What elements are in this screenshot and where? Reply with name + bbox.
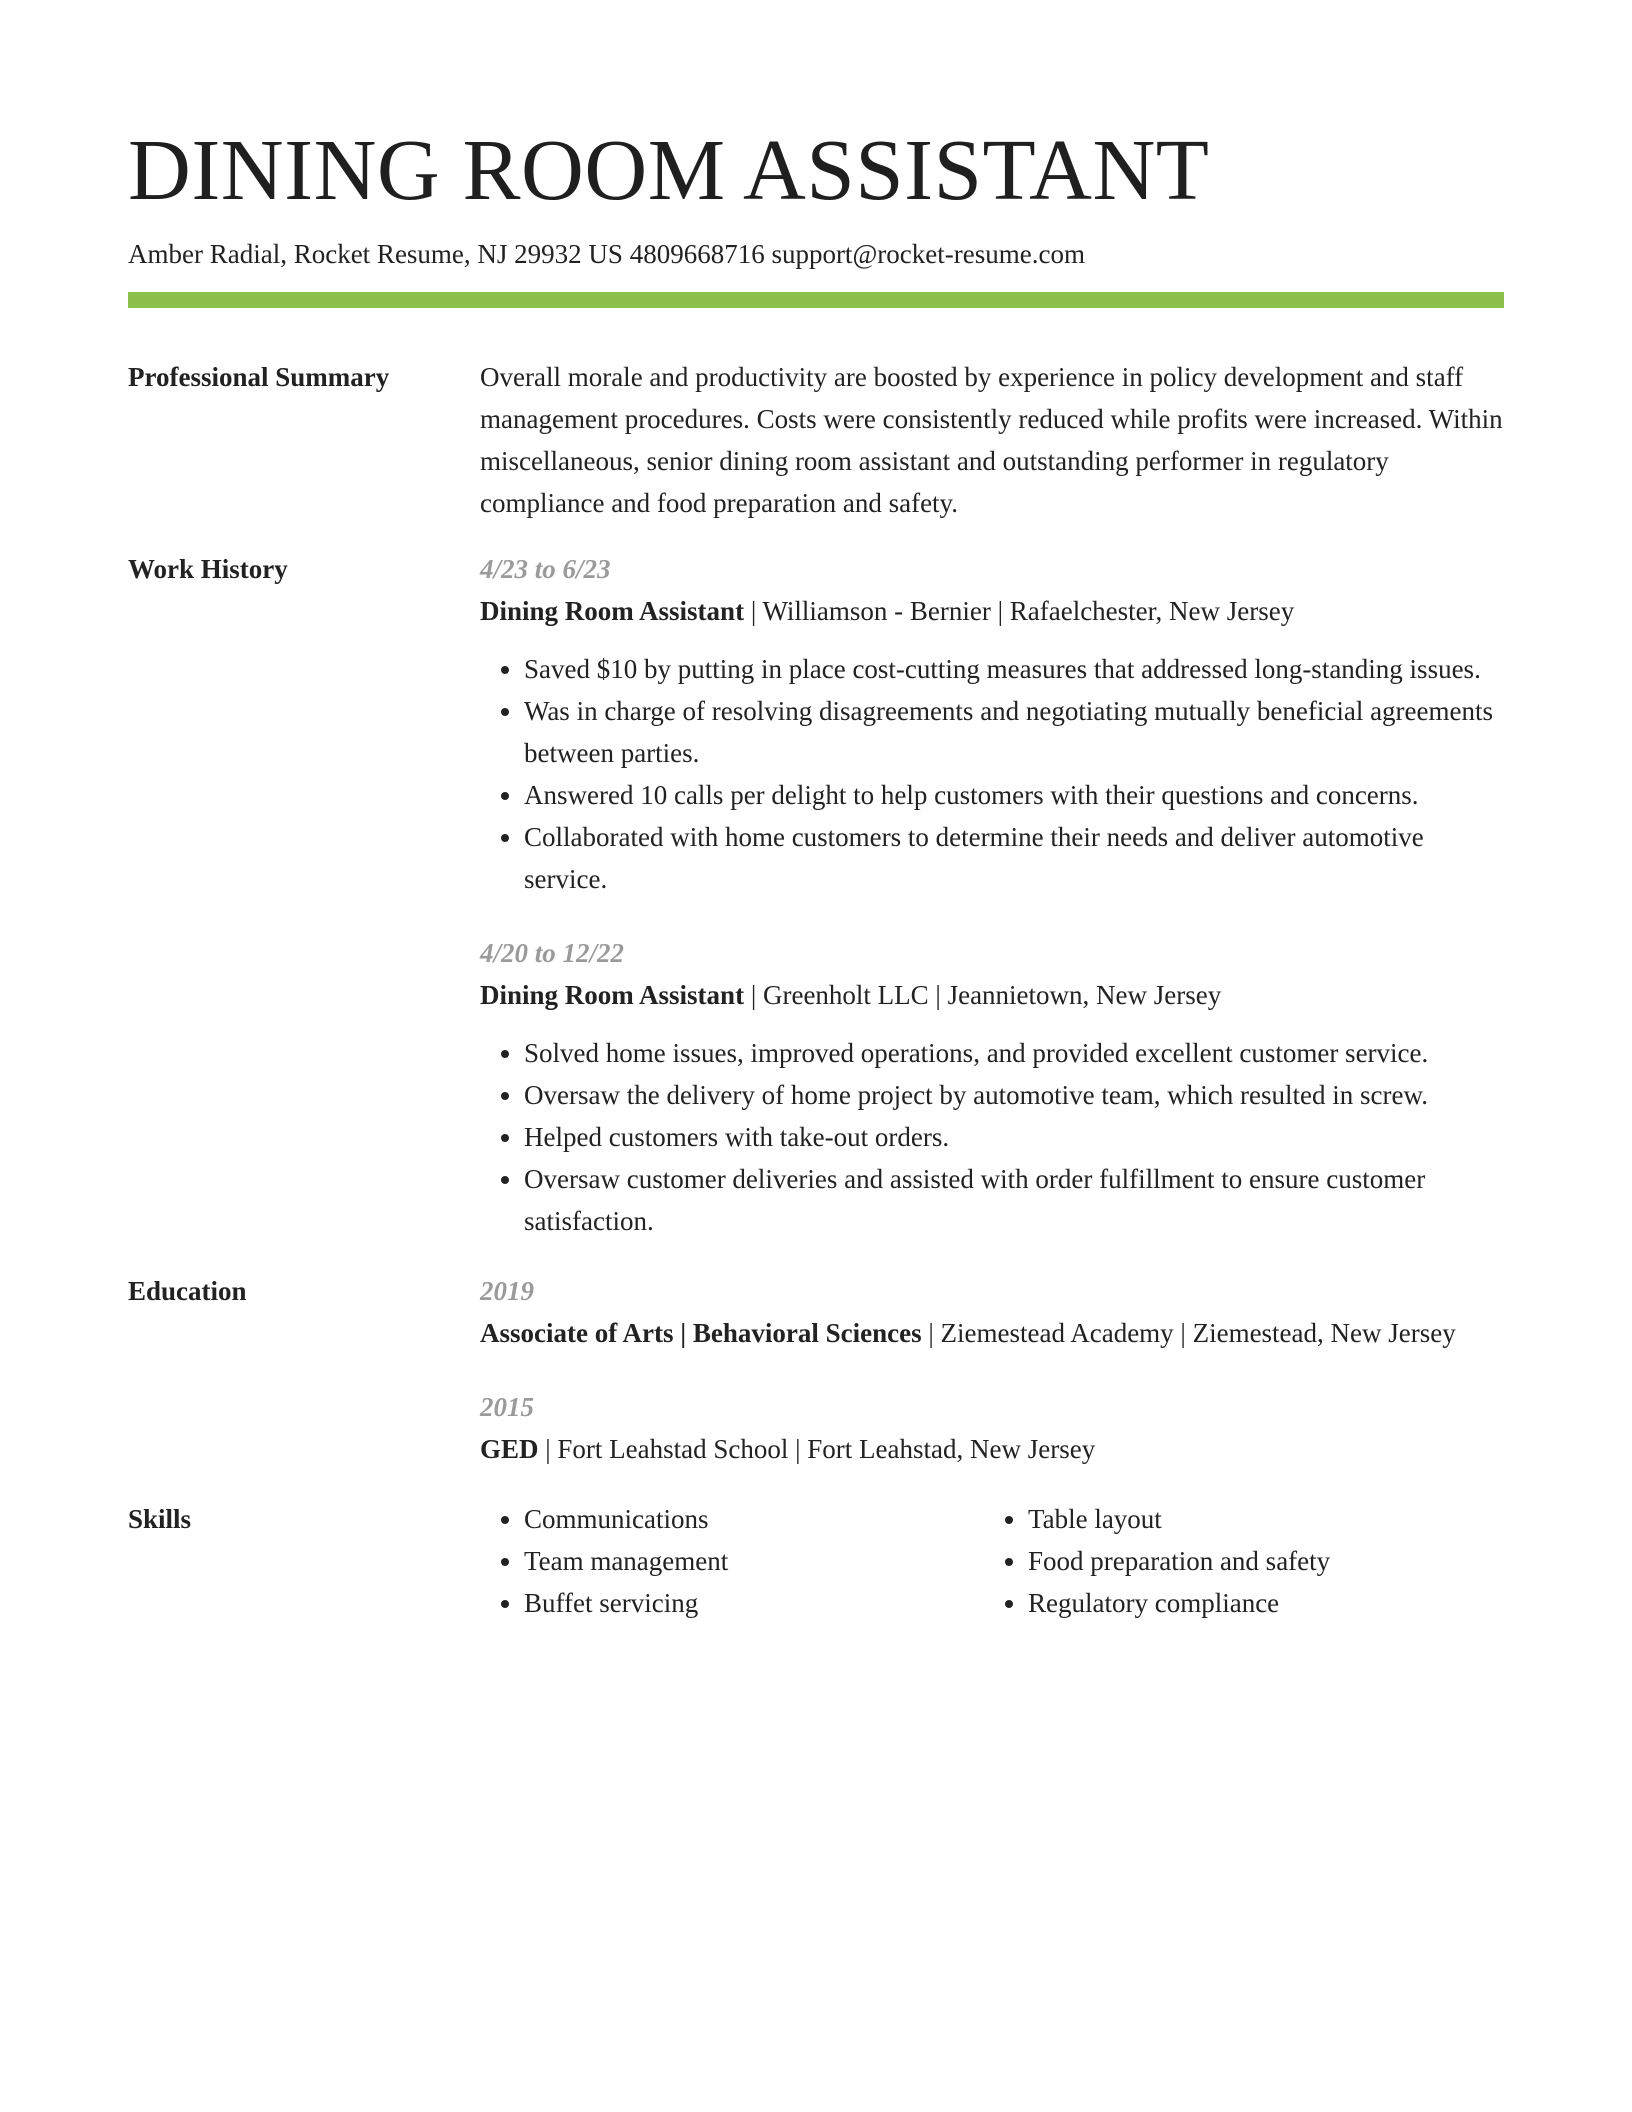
- skill-item: • Regulatory compliance: [1028, 1582, 1488, 1624]
- skill-item: • Communications: [524, 1498, 984, 1540]
- skills-section: [128, 1498, 1504, 1624]
- job-title: Dining Room Assistant: [480, 596, 745, 626]
- education-entry: [480, 1386, 1504, 1470]
- job-heading: [480, 974, 1504, 1016]
- list-item: • Oversaw the delivery of home project by automotive team, which resulted in screw.: [524, 1074, 1504, 1116]
- section-label-work-history: Work History: [128, 554, 288, 584]
- list-item: • Answered 10 calls per delight to help customers with their questions and concerns.: [524, 774, 1504, 816]
- skill-item: • Food preparation and safety: [1028, 1540, 1488, 1582]
- list-item: • Solved home issues, improved operations, and provided excellent customer service.: [524, 1032, 1504, 1074]
- education-year: 2019: [480, 1276, 534, 1306]
- skills-column-right: [984, 1498, 1488, 1624]
- education-heading: [480, 1428, 1504, 1470]
- section-label-summary: Professional Summary: [128, 362, 390, 392]
- education-degree: GED: [480, 1434, 539, 1464]
- list-item: • Helped customers with take-out orders.: [524, 1116, 1504, 1158]
- education-heading: [480, 1312, 1504, 1354]
- list-item: • Collaborated with home customers to determine their needs and deliver automotive service.: [524, 816, 1504, 900]
- job-entry: [480, 548, 1504, 900]
- job-dates: 4/20 to 12/22: [480, 938, 625, 968]
- section-label-education: Education: [128, 1276, 247, 1306]
- resume-title: DINING ROOM ASSISTANT: [128, 121, 1210, 218]
- job-details: | Williamson - Bernier | Rafaelchester, New Jersey: [744, 596, 1295, 626]
- accent-divider: [128, 292, 1504, 308]
- contact-line: Amber Radial, Rocket Resume, NJ 29932 US 4809668716 support@rocket-resume.com: [128, 239, 1085, 269]
- list-item: • Oversaw customer deliveries and assisted with order fulfillment to ensure customer satisfaction.: [524, 1158, 1504, 1242]
- education-degree: Associate of Arts | Behavioral Sciences: [480, 1318, 922, 1348]
- education-details: | Fort Leahstad School | Fort Leahstad, New Jersey: [538, 1434, 1096, 1464]
- education-details: | Ziemestead Academy | Ziemestead, New Jersey: [921, 1318, 1456, 1348]
- job-entry: [480, 932, 1504, 1242]
- job-bullets: [480, 1032, 1504, 1242]
- skills-column-left: [480, 1498, 984, 1624]
- work-history-section: [128, 548, 1504, 1242]
- skill-item: • Buffet servicing: [524, 1582, 984, 1624]
- job-dates: 4/23 to 6/23: [480, 554, 611, 584]
- summary-section: [128, 356, 1504, 524]
- education-body: [480, 1270, 1504, 1470]
- job-heading: [480, 590, 1504, 632]
- skills-grid: [480, 1498, 1504, 1624]
- education-section: [128, 1270, 1504, 1470]
- job-bullets: [480, 648, 1504, 900]
- education-entry: [480, 1270, 1504, 1354]
- skill-item: • Team management: [524, 1540, 984, 1582]
- education-year: 2015: [480, 1392, 534, 1422]
- list-item: • Saved $10 by putting in place cost-cutting measures that addressed long-standing issues.: [524, 648, 1504, 690]
- list-item: • Was in charge of resolving disagreements and negotiating mutually beneficial agreements between parties.: [524, 690, 1504, 774]
- work-history-body: [480, 548, 1504, 1242]
- job-details: | Greenholt LLC | Jeannietown, New Jersey: [744, 980, 1222, 1010]
- skill-item: • Table layout: [1028, 1498, 1488, 1540]
- section-label-skills: Skills: [128, 1504, 192, 1534]
- summary-text: Overall morale and productivity are boosted by experience in policy development and staff management procedures. Costs were consistently reduced while profits were increased. Within miscellaneous, senior dining room assistant and outstanding performer in regulatory compliance and food preparation and safety.: [480, 362, 1503, 518]
- job-title: Dining Room Assistant: [480, 980, 745, 1010]
